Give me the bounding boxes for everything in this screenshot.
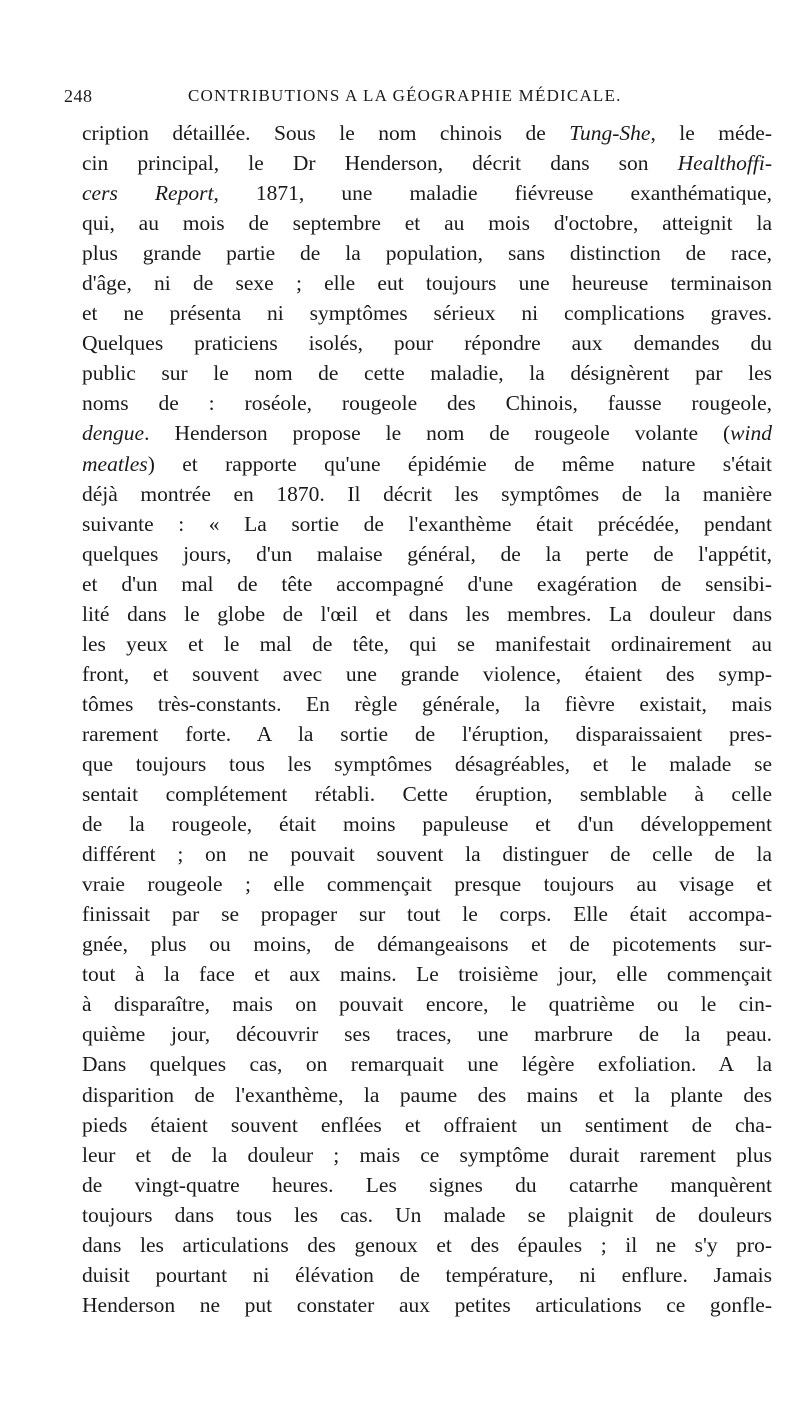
text-line — [82, 959, 772, 989]
text-segment: quelques jours, d'un malaise général, de la perte de l'appétit, — [82, 541, 772, 566]
text-segment: tômes très-constants. En règle générale, la fièvre existait, mais — [82, 691, 772, 716]
text-line — [82, 268, 772, 298]
text-line — [82, 929, 772, 959]
text-line — [82, 1260, 772, 1290]
text-segment: toujours dans tous les cas. Un malade se plaignit de douleurs — [82, 1202, 772, 1227]
text-line — [82, 1080, 772, 1110]
page-number: 248 — [64, 86, 93, 106]
text-segment: et d'un mal de tête accompagné d'une exagération de sensibi- — [82, 571, 772, 596]
text-segment: finissait par se propager sur tout le corps. Elle était accompa- — [82, 902, 772, 927]
text-segment: public sur le nom de cette maladie, la désignèrent par les — [82, 361, 772, 386]
text-segment: à disparaître, mais on pouvait encore, le quatrième ou le cin- — [82, 992, 772, 1017]
text-segment: front, et souvent avec une grande violence, étaient des symp- — [82, 661, 772, 686]
text-line — [82, 1290, 772, 1320]
text-segment: disparition de l'exanthème, la paume des mains et la plante des — [82, 1082, 772, 1107]
text-line — [82, 1049, 772, 1079]
text-segment: sentait complétement rétabli. Cette éruption, semblable à celle — [82, 782, 772, 807]
italic-text: Healthoffi- — [677, 151, 772, 176]
text-line — [82, 599, 772, 629]
text-segment: , le méde- — [650, 121, 772, 145]
text-segment: de vingt-quatre heures. Les signes du catarrhe manquèrent — [82, 1172, 772, 1197]
text-line — [82, 869, 772, 899]
text-segment: Henderson ne put constater aux petites articulations ce gonfle- — [82, 1292, 772, 1317]
text-segment: Dans quelques cas, on remarquait une légère exfoliation. A la — [82, 1052, 772, 1077]
text-line — [82, 539, 772, 569]
text-segment: ) et rapporte qu'une épidémie de même nature s'était — [147, 451, 772, 476]
text-line — [82, 238, 772, 268]
text-segment: Quelques praticiens isolés, pour répondre aux demandes du — [82, 331, 772, 356]
text-segment: et ne présenta ni symptômes sérieux ni complications graves. — [82, 301, 772, 326]
text-segment: d'âge, ni de sexe ; elle eut toujours une heureuse terminaison — [82, 271, 772, 296]
italic-text: Tung-She — [569, 121, 651, 145]
text-line — [82, 328, 772, 358]
text-line — [82, 719, 772, 749]
text-segment: gnée, plus ou moins, de démangeaisons et de picotements sur- — [82, 932, 772, 957]
text-line — [82, 1200, 772, 1230]
text-line — [82, 1019, 772, 1049]
text-line — [82, 809, 772, 839]
italic-text: meatles — [82, 451, 148, 476]
text-segment: plus grande partie de la population, sans distinction de race, — [82, 241, 772, 266]
text-segment: . Henderson propose le nom de rougeole volante ( — [144, 421, 731, 446]
text-line — [82, 449, 772, 479]
text-segment: suivante : « La sortie de l'exanthème était précédée, pendant — [82, 511, 772, 536]
text-line — [82, 989, 772, 1019]
text-line — [82, 178, 772, 208]
text-line — [82, 779, 772, 809]
text-line — [82, 659, 772, 689]
text-line — [82, 569, 772, 599]
text-segment: leur et de la douleur ; mais ce symptôme durait rarement plus — [82, 1142, 772, 1167]
text-segment: quième jour, découvrir ses traces, une marbrure de la peau. — [82, 1022, 772, 1047]
text-segment: dans les articulations des genoux et des épaules ; il ne s'y pro- — [82, 1232, 772, 1257]
text-segment: différent ; on ne pouvait souvent la distinguer de celle de la — [82, 842, 772, 867]
text-line — [82, 208, 772, 238]
text-line — [82, 689, 772, 719]
italic-text: dengue — [82, 421, 145, 446]
text-segment: , 1871, une maladie fiévreuse exanthématique, — [213, 181, 772, 206]
text-segment: que toujours tous les symptômes désagréables, et le malade se — [82, 751, 772, 776]
text-line — [82, 148, 772, 178]
text-segment: déjà montrée en 1870. Il décrit les symptômes de la manière — [82, 481, 772, 506]
running-head — [64, 86, 764, 116]
text-segment: les yeux et le mal de tête, qui se manifestait ordinairement au — [82, 631, 772, 656]
text-segment: qui, au mois de septembre et au mois d'octobre, atteignit la — [82, 211, 772, 236]
text-line — [82, 1140, 772, 1170]
text-line — [82, 418, 772, 448]
text-segment: duisit pourtant ni élévation de température, ni enflure. Jamais — [82, 1262, 772, 1287]
text-line — [82, 629, 772, 659]
text-line — [82, 358, 772, 388]
text-segment: de la rougeole, était moins papuleuse et d'un développement — [82, 812, 772, 837]
running-title: CONTRIBUTIONS A LA GÉOGRAPHIE MÉDICALE. — [188, 86, 622, 105]
text-segment: noms de : roséole, rougeole des Chinois, fausse rougeole, — [82, 391, 772, 416]
text-line — [82, 899, 772, 929]
text-line — [82, 749, 772, 779]
text-line — [82, 1230, 772, 1260]
text-line — [82, 1110, 772, 1140]
text-segment: cription détaillée. Sous le nom chinois de — [82, 121, 570, 145]
text-segment: lité dans le globe de l'œil et dans les membres. La douleur dans — [82, 601, 772, 626]
italic-text: cers Report — [82, 181, 214, 206]
text-line — [82, 118, 772, 148]
text-line — [82, 388, 772, 418]
text-line — [82, 1170, 772, 1200]
body-text — [82, 118, 772, 1320]
text-line — [82, 479, 772, 509]
text-line — [82, 839, 772, 869]
text-line — [82, 509, 772, 539]
text-segment: tout à la face et aux mains. Le troisième jour, elle commençait — [82, 962, 772, 987]
text-segment: rarement forte. A la sortie de l'éruption, disparaissaient pres- — [82, 721, 772, 746]
text-line — [82, 298, 772, 328]
text-segment: pieds étaient souvent enflées et offraient un sentiment de cha- — [82, 1112, 772, 1137]
text-segment: vraie rougeole ; elle commençait presque toujours au visage et — [82, 872, 772, 897]
text-segment: cin principal, le Dr Henderson, décrit dans son — [82, 151, 678, 176]
italic-text: wind — [730, 421, 772, 446]
